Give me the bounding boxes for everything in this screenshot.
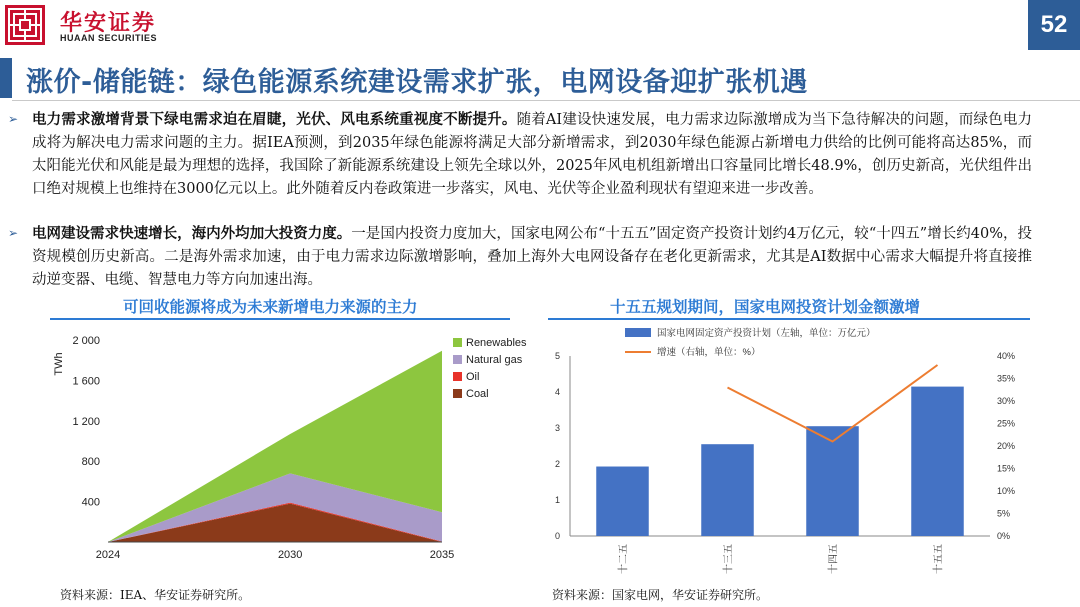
legend-swatch bbox=[453, 355, 462, 364]
legend-label: Natural gas bbox=[466, 354, 523, 366]
right-y-tick-label: 35% bbox=[997, 373, 1016, 384]
bullet-body: 随着AI建设快速发展，电力需求边际激增成为当下急待解决的问题，而绿色电力成将为解决电力需求问题的主力。据IEA预测，到2035年绿色能源将满足大部分新增需求，到2030年绿色能源占新增电力供给的比例可能将高达85%，而太阳能光伏和风能是最为理想的选择，我国除了新能源系统建设上领先全球以外，2025年风电机组新增出口容量同比增长48.9%，创历史新高，光伏组件出口绝对规模上也维持在3000亿元以上。此外随着反内卷政策进一步落实，风电、光伏等企业盈利现状有望迎来进一步改善。 bbox=[32, 112, 1032, 197]
right-y-tick-label: 15% bbox=[997, 463, 1016, 474]
company-logo bbox=[4, 4, 46, 46]
right-y-tick-label: 10% bbox=[997, 486, 1016, 496]
right-y-tick-label: 30% bbox=[997, 396, 1016, 406]
bullet-paragraph-1 bbox=[8, 108, 1032, 201]
brand-name-cn: 华安证券 bbox=[60, 10, 157, 36]
legend-label-bar: 国家电网固定资产投资计划（左轴，单位：万亿元） bbox=[657, 328, 876, 339]
page-title: 涨价-储能链：绿色能源系统建设需求扩张，电网设备迎扩张机遇 bbox=[26, 67, 808, 98]
right-y-tick-label: 20% bbox=[997, 441, 1016, 451]
left-y-tick-label: 3 bbox=[554, 423, 560, 433]
bullet-lead: 电网建设需求快速增长，海内外均加大投资力度。 bbox=[32, 225, 352, 242]
y-axis-label: TWh bbox=[53, 352, 65, 376]
legend-swatch-bar bbox=[625, 328, 651, 337]
area-chart-svg bbox=[50, 324, 528, 582]
bullet-arrow-icon: ➢ bbox=[8, 112, 19, 126]
page-number: 52 bbox=[1028, 0, 1080, 50]
bullet-arrow-icon: ➢ bbox=[8, 226, 19, 240]
brand-name-en: HUAAN SECURITIES bbox=[60, 33, 158, 43]
right-y-tick-label: 25% bbox=[997, 418, 1016, 429]
right-y-tick-label: 5% bbox=[997, 508, 1011, 519]
y-tick-label: 800 bbox=[81, 456, 100, 469]
right-chart-heading-underline bbox=[548, 318, 1030, 320]
x-category-label: 十二五 bbox=[618, 544, 630, 574]
bullet-lead: 电力需求激增背景下绿电需求迫在眉睫，光伏、风电系统重视度不断提升。 bbox=[32, 111, 517, 128]
left-y-tick-label: 2 bbox=[554, 459, 560, 469]
legend-label: Oil bbox=[466, 371, 480, 383]
legend-swatch bbox=[453, 338, 462, 347]
bar-十二五 bbox=[596, 467, 649, 536]
left-chart-source: 资料来源：IEA、华安证券研究所。 bbox=[60, 588, 251, 602]
left-chart-heading: 可回收能源将成为未来新增电力来源的主力 bbox=[123, 298, 418, 316]
y-tick-label: 400 bbox=[81, 496, 100, 509]
right-y-tick-label: 0% bbox=[997, 531, 1011, 541]
x-tick-label: 2024 bbox=[95, 549, 121, 561]
left-chart-heading-underline bbox=[50, 318, 510, 320]
left-y-tick-label: 4 bbox=[554, 387, 560, 397]
right-chart-source: 资料来源：国家电网，华安证券研究所。 bbox=[552, 588, 769, 602]
y-tick-label: 1 600 bbox=[72, 375, 100, 388]
right-chart bbox=[535, 324, 1035, 586]
right-y-tick-label: 40% bbox=[997, 351, 1016, 361]
left-y-tick-label: 1 bbox=[554, 495, 560, 505]
bar-line-chart-svg bbox=[535, 324, 1035, 586]
x-tick-label: 2035 bbox=[429, 549, 455, 561]
left-y-tick-label: 5 bbox=[554, 351, 560, 361]
x-tick-label: 2030 bbox=[277, 549, 303, 561]
legend-label-line: 增速（右轴，单位：%） bbox=[657, 347, 761, 358]
legend-label: Renewables bbox=[466, 337, 527, 349]
bullet-paragraph-2 bbox=[8, 222, 1033, 292]
x-category-label: 十五五 bbox=[933, 544, 945, 574]
left-chart bbox=[50, 324, 528, 582]
right-chart-heading: 十五五规划期间，国家电网投资计划金额激增 bbox=[610, 298, 921, 316]
y-tick-label: 2 000 bbox=[72, 335, 100, 348]
legend-label: Coal bbox=[466, 388, 489, 400]
x-category-label: 十四五 bbox=[828, 544, 840, 574]
bar-十四五 bbox=[806, 426, 859, 536]
left-y-tick-label: 0 bbox=[554, 531, 560, 541]
bar-十三五 bbox=[701, 444, 754, 536]
title-accent-bar bbox=[0, 58, 12, 98]
legend-swatch bbox=[453, 372, 462, 381]
legend-swatch bbox=[453, 389, 462, 398]
x-category-label: 十三五 bbox=[723, 544, 735, 574]
bar-十五五 bbox=[911, 387, 964, 536]
title-divider bbox=[12, 100, 1080, 101]
bullet-body: 一是国内投资力度加大，国家电网公布“十五五”固定资产投资计划约4万亿元，较“十四五”增长约40%，投资规模创历史新高。二是海外需求加速，由于电力需求边际激增影响，叠加上海外大电网设备存在老化更新需求，尤其是AI数据中心需求大幅提升将直接推动逆变器、电缆、智慧电力等方向加速出海。 bbox=[32, 226, 1033, 288]
y-tick-label: 1 200 bbox=[72, 415, 100, 428]
